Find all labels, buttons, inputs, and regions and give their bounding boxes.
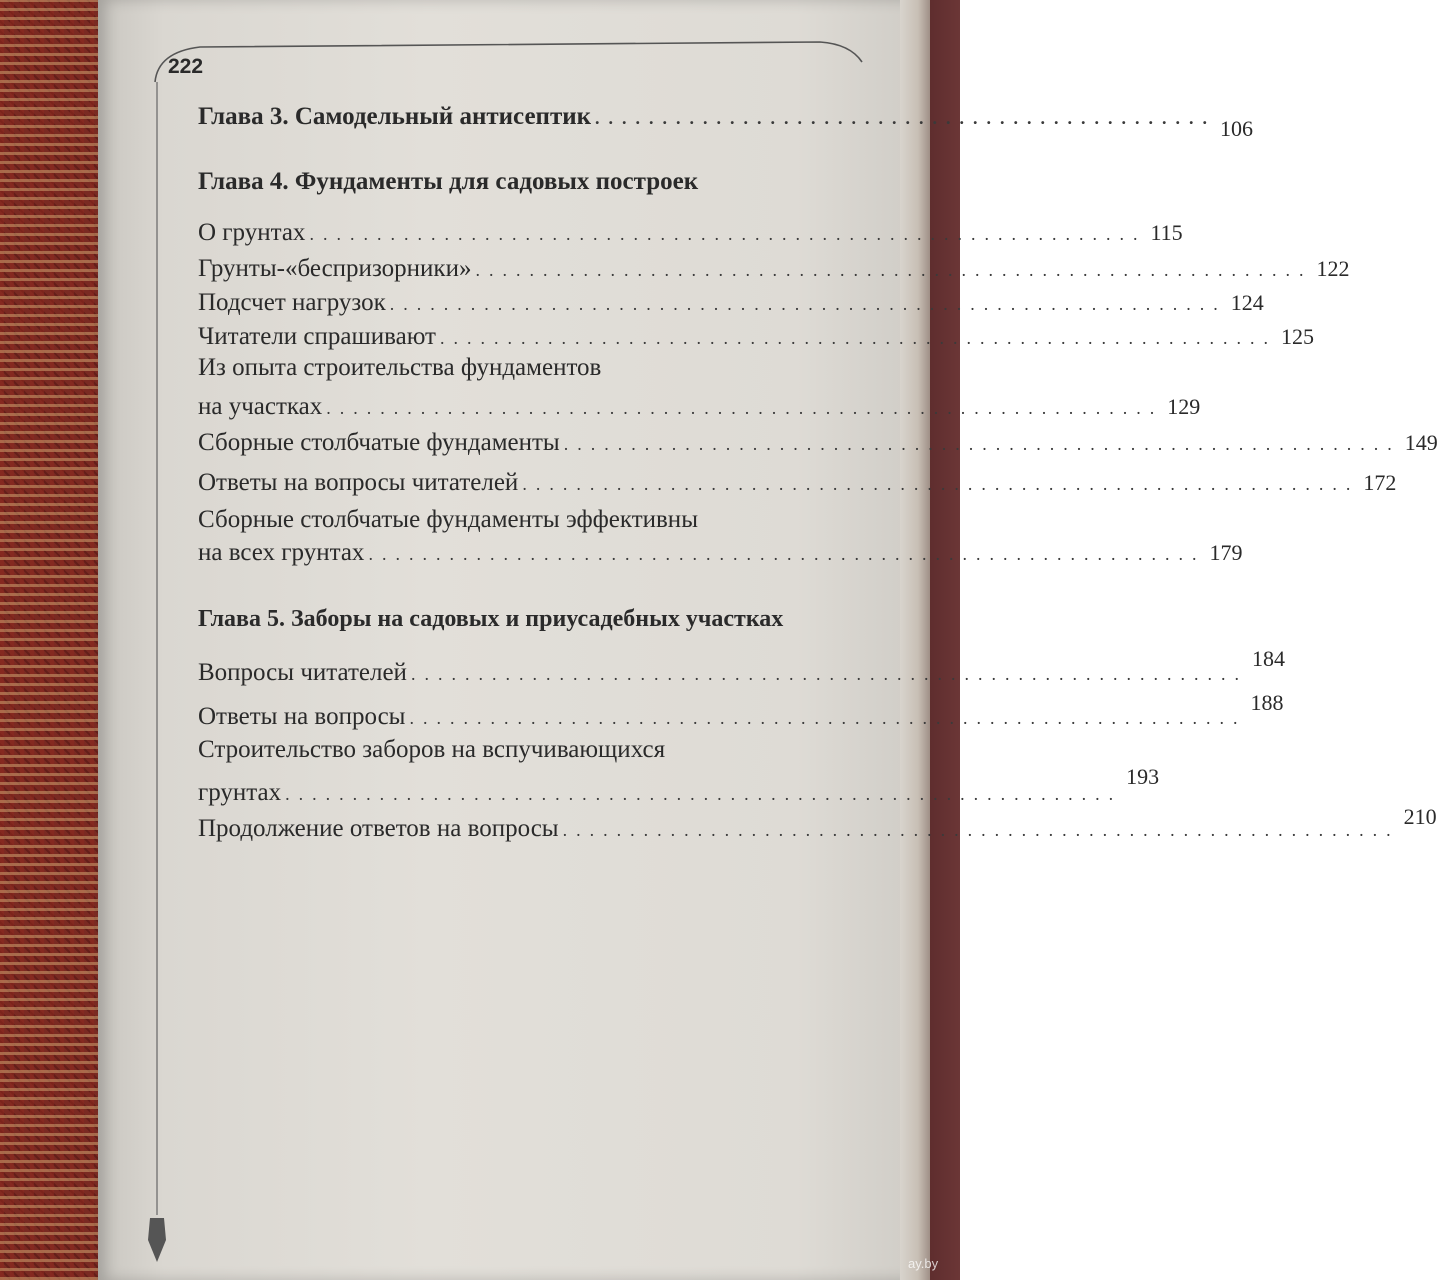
page-edge [900,0,930,1280]
toc-entry: на участках .............................................................. 129 [198,393,1201,420]
toc-entry-line: Строительство заборов на вспучивающихся [198,736,666,763]
toc-entry: Подсчет нагрузок .............................................................. 124 [198,289,1264,316]
toc-entry-line: Сборные столбчатые фундаменты эффективны [198,506,698,533]
chapter-heading: Глава 5. Заборы на садовых и приусадебных участках [198,606,784,632]
toc-entry: на всех грунтах .............................................................. 179 [198,539,1243,566]
watermark: ay.by [908,1256,939,1271]
chapter-heading: Глава 4. Фундаменты для садовых построек [198,168,699,195]
toc-entry: Читатели спрашивают .............................................................. 125 [198,323,1314,350]
toc-entry: Ответы на вопросы читателей .............................................................. 172 [198,469,1397,496]
toc-entry-line: Из опыта строительства фундаментов [198,354,602,381]
toc-entry: Глава 3. Самодельный антисептик .............................................. 106 [198,103,1254,141]
toc-entry: Сборные столбчатые фундаменты .............................................................. 149 [198,429,1438,456]
toc-entry: О грунтах .............................................................. 115 [198,219,1183,246]
page-number: 222 [168,55,204,78]
toc-entry: Грунты-«беспризорники» .............................................................. 122 [198,255,1350,282]
toc-entry: Вопросы читателей .............................................................. 184 [198,646,1285,686]
toc-entry: Продолжение ответов на вопросы .............................................................. 210 [198,804,1437,842]
toc-entry: Ответы на вопросы .............................................................. 188 [198,690,1284,730]
toc-entry: грунтах .............................................................. 193 [198,764,1160,806]
